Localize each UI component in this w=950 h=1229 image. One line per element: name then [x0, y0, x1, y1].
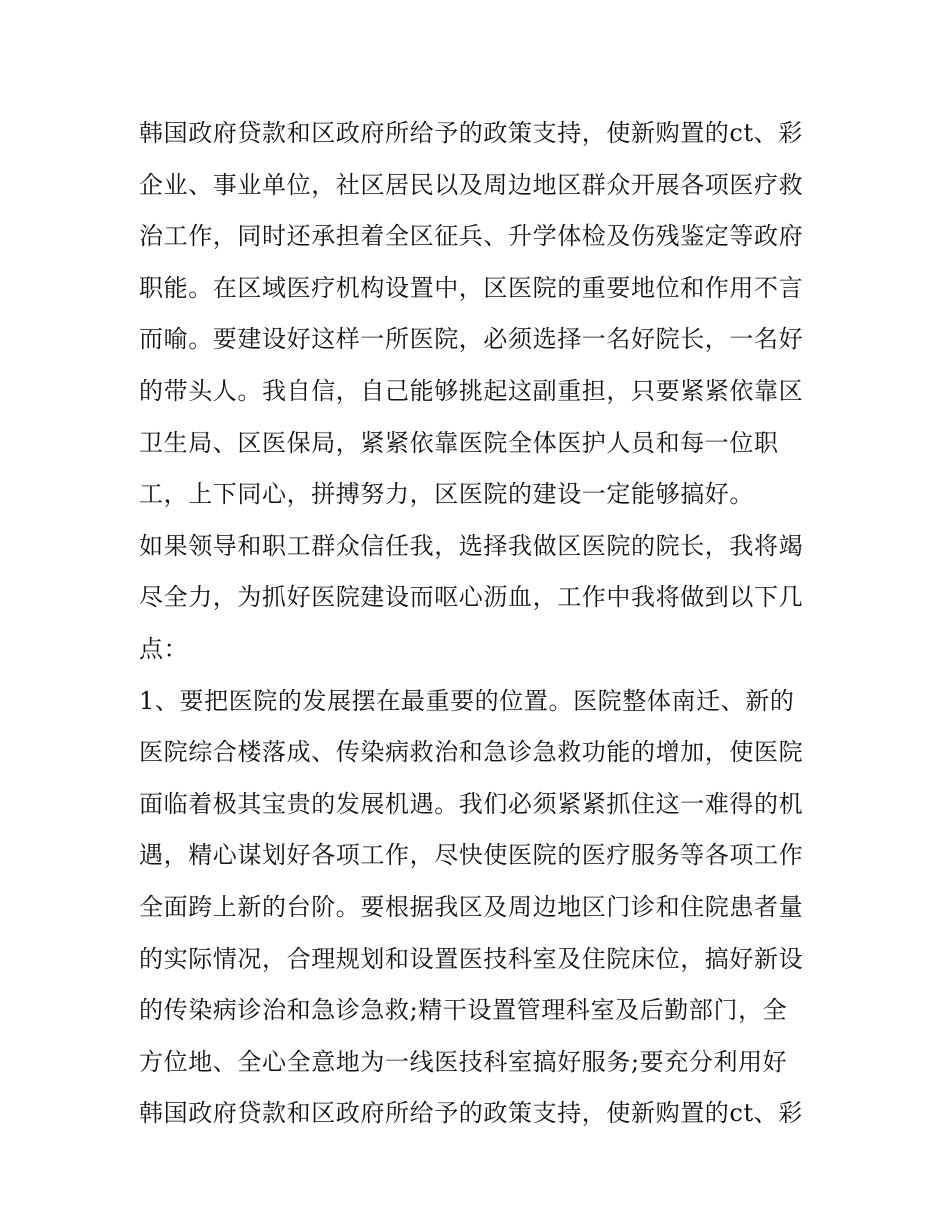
- text-line: 韩国政府贷款和区政府所给予的政策支持，使新购置的ct、彩: [139, 119, 803, 147]
- text-line: 全面跨上新的台阶。要根据我区及周边地区门诊和住院患者量: [139, 892, 804, 921]
- text-line: 的带头人。我自信，自己能够挑起这副重担，只要紧紧依靠区: [139, 376, 804, 405]
- text-line: 的实际情况，合理规划和设置医技科室及住院床位，搞好新设: [139, 944, 804, 973]
- text-line: 韩国政府贷款和区政府所给予的政策支持，使新购置的ct、彩: [139, 1099, 803, 1128]
- text-line: 的传染病诊治和急诊急救;精干设置管理科室及后勤部门，全: [139, 996, 788, 1025]
- text-line: 方位地、全心全意地为一线医技科室搞好服务;要充分利用好: [139, 1047, 788, 1076]
- text-line: 治工作，同时还承担着全区征兵、升学体检及伤残鉴定等政府: [139, 222, 804, 251]
- text-line: 医院综合楼落成、传染病救治和急诊急救功能的增加，使医院: [139, 738, 804, 767]
- text-line: 企业、事业单位，社区居民以及周边地区群众开展各项医疗救: [139, 170, 804, 199]
- text-line: 遇，精心谋划好各项工作，尽快使医院的医疗服务等各项工作: [139, 841, 804, 870]
- text-line: 1、要把医院的发展摆在最重要的位置。医院整体南迁、新的: [139, 686, 795, 715]
- document-body: [139, 108, 829, 1140]
- text-line: 工，上下同心，拼搏努力，区医院的建设一定能够搞好。: [139, 480, 754, 509]
- text-line: 卫生局、区医保局，紧紧依靠医院全体医护人员和每一位职: [139, 428, 779, 457]
- text-line: 尽全力，为抓好医院建设而呕心沥血，工作中我将做到以下几: [139, 583, 804, 612]
- text-line: 面临着极其宝贵的发展机遇。我们必须紧紧抓住这一难得的机: [139, 789, 804, 818]
- text-line: 如果领导和职工群众信任我，选择我做区医院的院长，我将竭: [139, 531, 804, 560]
- text-line: 点：: [139, 634, 189, 663]
- text-line: 而喻。要建设好这样一所医院，必须选择一名好院长，一名好: [139, 325, 804, 354]
- text-line: 职能。在区域医疗机构设置中，区医院的重要地位和作用不言: [139, 273, 804, 302]
